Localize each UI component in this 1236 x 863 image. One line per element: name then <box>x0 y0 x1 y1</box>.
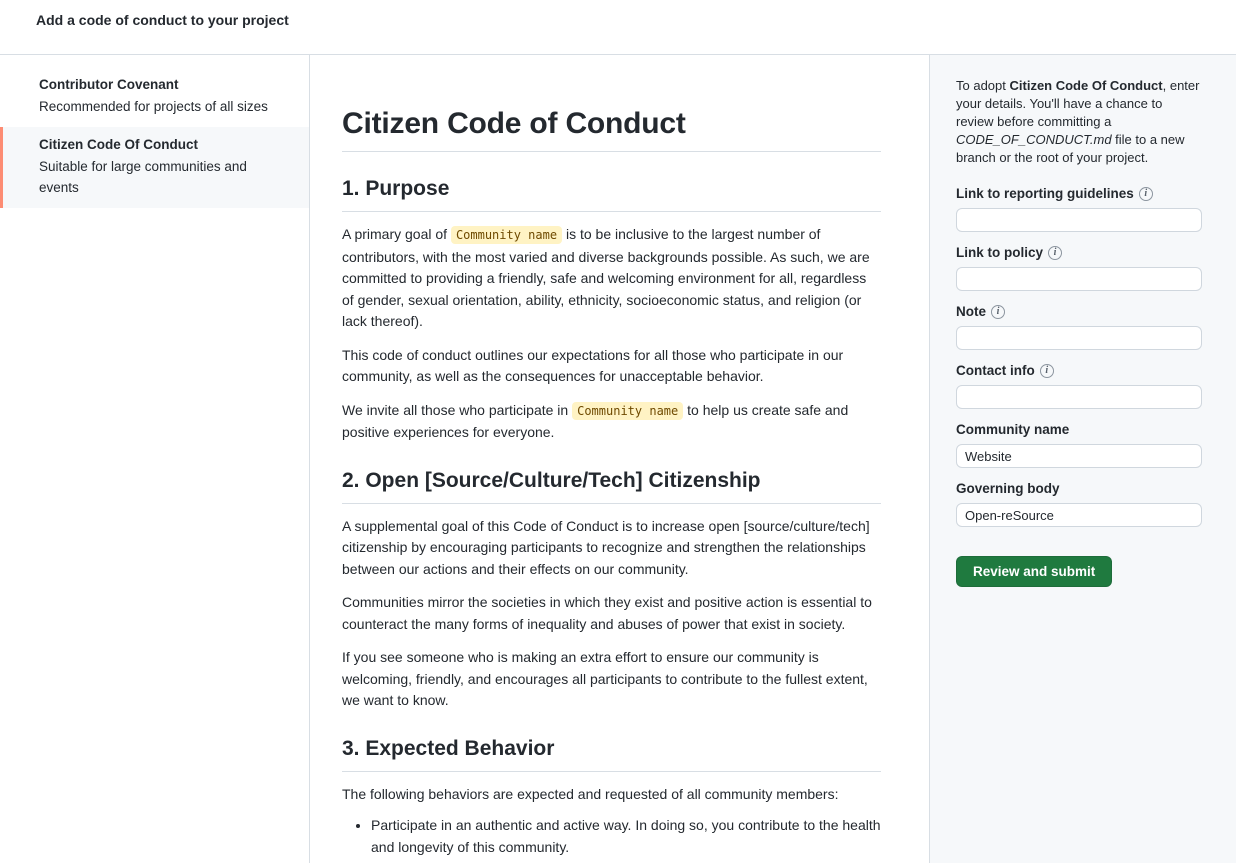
review-and-submit-button[interactable]: Review and submit <box>956 556 1112 587</box>
bullet-list <box>342 815 881 858</box>
section-heading: 2. Open [Source/Culture/Tech] Citizenship <box>342 468 881 504</box>
field-input-note[interactable] <box>956 326 1202 350</box>
field-label <box>956 185 1202 203</box>
document-title: Citizen Code of Conduct <box>342 107 881 152</box>
field-label-text: Governing body <box>956 481 1060 496</box>
info-icon[interactable]: i <box>1048 246 1062 260</box>
field-input-governing-body[interactable] <box>956 503 1202 527</box>
sidebar-item-title: Citizen Code Of Conduct <box>39 137 198 152</box>
form-intro-after: file to a new branch or the root of your project. <box>956 132 1185 165</box>
form-intro <box>956 77 1202 167</box>
paragraph: If you see someone who is making an extra effort to ensure our community is welcoming, friendly, and encourages all participants to contribute to the fullest extent, we want to know. <box>342 649 868 708</box>
field-label-text: Contact info <box>956 363 1035 378</box>
form-intro-filename: CODE_OF_CONDUCT.md <box>956 132 1112 147</box>
paragraph: This code of conduct outlines our expectations for all those who participate in our community, as well as the consequences for unacceptable behavior. <box>342 346 844 384</box>
sidebar-item-subtitle: Recommended for projects of all sizes <box>39 99 268 114</box>
form-field <box>956 421 1202 468</box>
sidebar-item-title: Contributor Covenant <box>39 77 179 92</box>
page-header <box>0 0 1236 55</box>
form-field <box>956 185 1202 232</box>
field-label <box>956 480 1202 498</box>
sidebar-item-citizen-code-of-conduct[interactable] <box>0 127 309 208</box>
section-heading: 3. Expected Behavior <box>342 736 881 772</box>
sidebar-item-subtitle: Suitable for large communities and events <box>39 159 247 195</box>
field-label <box>956 362 1202 380</box>
placeholder-token: Community name <box>451 226 562 244</box>
section-heading: 1. Purpose <box>342 176 881 212</box>
field-input-link-to-policy[interactable] <box>956 267 1202 291</box>
paragraph: We invite all those who participate in Community name to help us create safe and positive experiences for everyone. <box>342 401 849 440</box>
info-icon[interactable]: i <box>1040 364 1054 378</box>
field-input-contact-info[interactable] <box>956 385 1202 409</box>
paragraph: A primary goal of Community name is to be inclusive to the largest number of contributors, with the most varied and diverse backgrounds possible. As such, we are committed to providing a friendly, safe and welcoming environment for all, regardless of gender, sexual orientation, ability, ethnicity, socioeconomic status, and religion (or lack thereof). <box>342 226 870 329</box>
form-fields <box>956 185 1202 527</box>
paragraph: Communities mirror the societies in which they exist and positive action is essential to counteract the many forms of inequality and abuses of power that exist in society. <box>342 594 872 632</box>
form-field <box>956 480 1202 527</box>
field-input-community-name[interactable] <box>956 444 1202 468</box>
template-sidebar <box>0 55 310 863</box>
field-label-text: Community name <box>956 422 1070 437</box>
sidebar-item-contributor-covenant[interactable] <box>0 67 309 127</box>
paragraph: The following behaviors are expected and requested of all community members: <box>342 785 839 802</box>
form-field <box>956 244 1202 291</box>
field-input-link-to-reporting-guidelines[interactable] <box>956 208 1202 232</box>
page-title: Add a code of conduct to your project <box>36 12 289 28</box>
placeholder-token: Community name <box>572 402 683 420</box>
info-icon[interactable]: i <box>1139 187 1153 201</box>
field-label <box>956 244 1202 262</box>
page-body <box>0 55 1236 863</box>
adoption-form-panel <box>930 55 1236 863</box>
field-label-text: Link to policy <box>956 245 1044 260</box>
field-label-text: Note <box>956 304 986 319</box>
form-field <box>956 362 1202 409</box>
form-intro-before: To adopt <box>956 78 1010 93</box>
paragraph: A supplemental goal of this Code of Conduct is to increase open [source/culture/tech] citizenship by encouraging participants to recognize and strengthen the relationships between our actions and their effects on our community. <box>342 517 870 577</box>
document-sections <box>342 176 881 858</box>
form-intro-bold: Citizen Code Of Conduct <box>1009 78 1163 93</box>
list-item: • Participate in an authentic and active way. In doing so, you contribute to the health and longevity of this community. <box>371 815 881 858</box>
field-label-text: Link to reporting guidelines <box>956 186 1134 201</box>
field-label <box>956 303 1202 321</box>
document-preview <box>310 55 930 863</box>
field-label <box>956 421 1202 439</box>
form-intro-middle: , enter your details. You'll have a chance to review before committing a <box>956 78 1200 129</box>
info-icon[interactable]: i <box>991 305 1005 319</box>
form-field <box>956 303 1202 350</box>
